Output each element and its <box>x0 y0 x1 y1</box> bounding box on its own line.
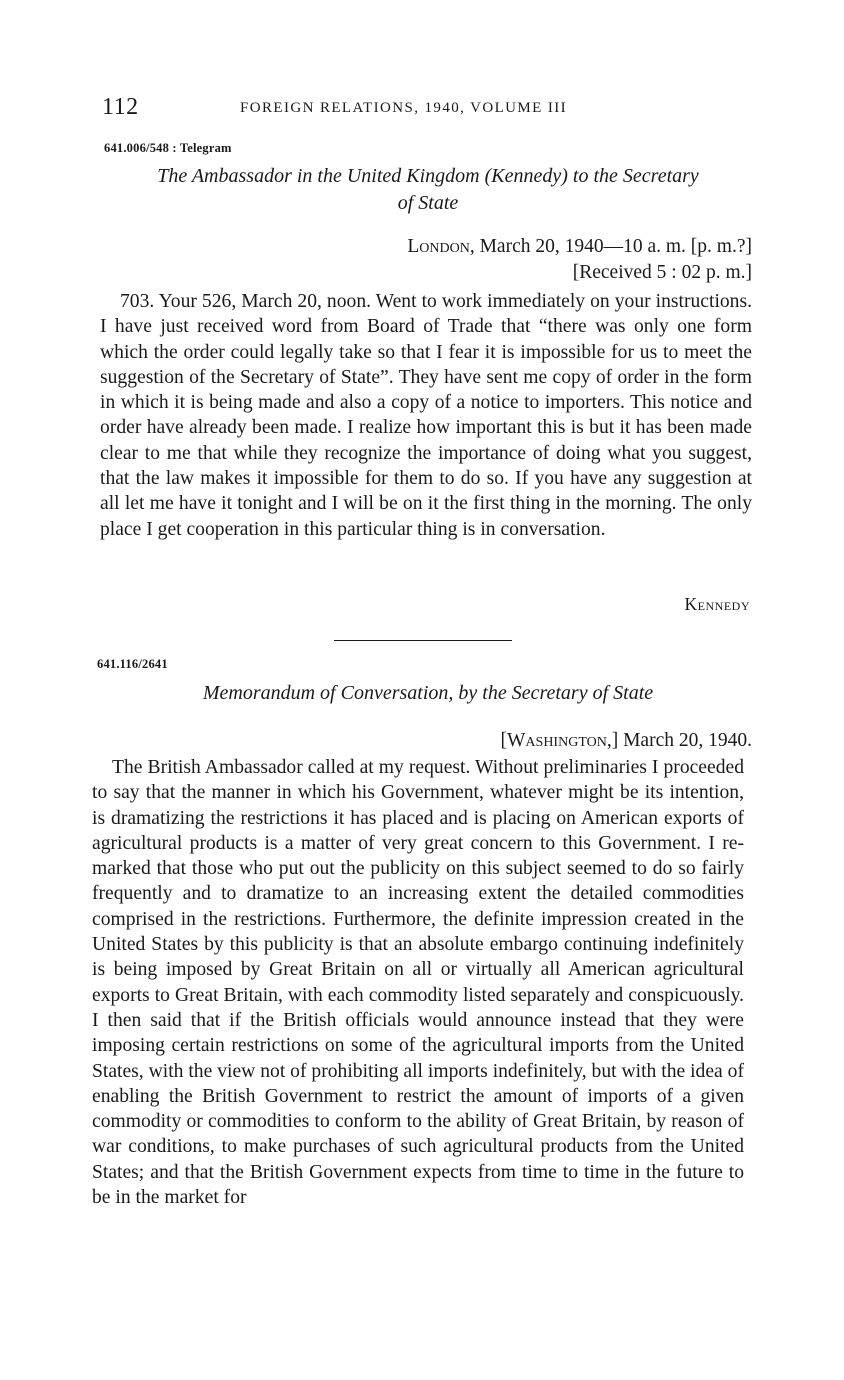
telegram-dateline <box>407 234 752 286</box>
telegram-body: 703. Your 526, March 20, noon. Went to work immediately on your instructions. I have just received word from Board of Trade that “there was only one form which the order could legally take so that I fear it is impossible for us to meet the suggestion of the Secretary of State”. They have sent me copy of order in the form in which it is being made and also a copy of a notice to importers. This notice and order have already been made. I realize how important this is but it has been made clear to me that while they recognize the importance of doing what you suggest, that the law makes it impossible for them to do so. If you have any suggestion at all let me have it tonight and I will be on it the first thing in the morning. The only place I get cooperation in this particular thing is in conversation. <box>100 291 752 540</box>
telegram-place: London <box>407 236 470 257</box>
page-header <box>100 94 750 124</box>
page-number: 112 <box>102 94 139 120</box>
running-head: FOREIGN RELATIONS, 1940, VOLUME III <box>240 100 568 116</box>
telegram-title-line-1: The Ambassador in the United Kingdom (Kennedy) to the Secretary <box>157 165 699 187</box>
memorandum-body: The British Ambassador called at my request. Without preliminaries I proceeded to say that the manner in which his Government, whatever might be its intention, is dramatizing the restrictions it has placed and is placing on American exports of agricultural products is a matter of very great concern to this Government. I remarked that those who put out the publicity on this subject seemed to do so fairly frequently and to dramatize to an increasing extent the detailed commodities comprised in the restrictions. Furthermore, the definite impression created in the United States by this publicity is that an absolute embargo continuing indefinitely is being imposed by Great Britain on all or virtually all American agricultural exports to Great Britain, with each commodity listed separately and conspicuously. I then said that if the British officials would announce instead that they were imposing certain restrictions on some of the agricultural imports from the United States, with the view not of prohibiting all imports indefinitely, but with the idea of enabling the British Government to restrict the amount of imports of a given commodity or commodities to conform to the ability of Great Britain, by reason of war conditions, to make purchases of such agricultural products from the United States; and that the British Government expects from time to time in the future to be in the market for <box>92 757 744 1209</box>
telegram-title-line-2: of State <box>397 192 459 214</box>
section-divider <box>334 640 512 641</box>
telegram-signature: Kennedy <box>684 594 750 614</box>
telegram-title <box>100 163 756 217</box>
memorandum-date: March 20, 1940. <box>618 730 752 751</box>
file-reference-memorandum: 641.116/2641 <box>97 657 168 671</box>
memorandum-dateline <box>501 728 752 754</box>
memorandum-title: Memorandum of Conversation, by the Secretary of State <box>202 682 654 704</box>
telegram-date-time: , March 20, 1940—10 a. m. [p. m.?] <box>469 236 752 257</box>
file-reference-telegram: 641.006/548 : Telegram <box>104 141 232 155</box>
memorandum-place: [Washington,] <box>500 730 619 751</box>
telegram-received: [Received 5 : 02 p. m.] <box>572 262 752 283</box>
